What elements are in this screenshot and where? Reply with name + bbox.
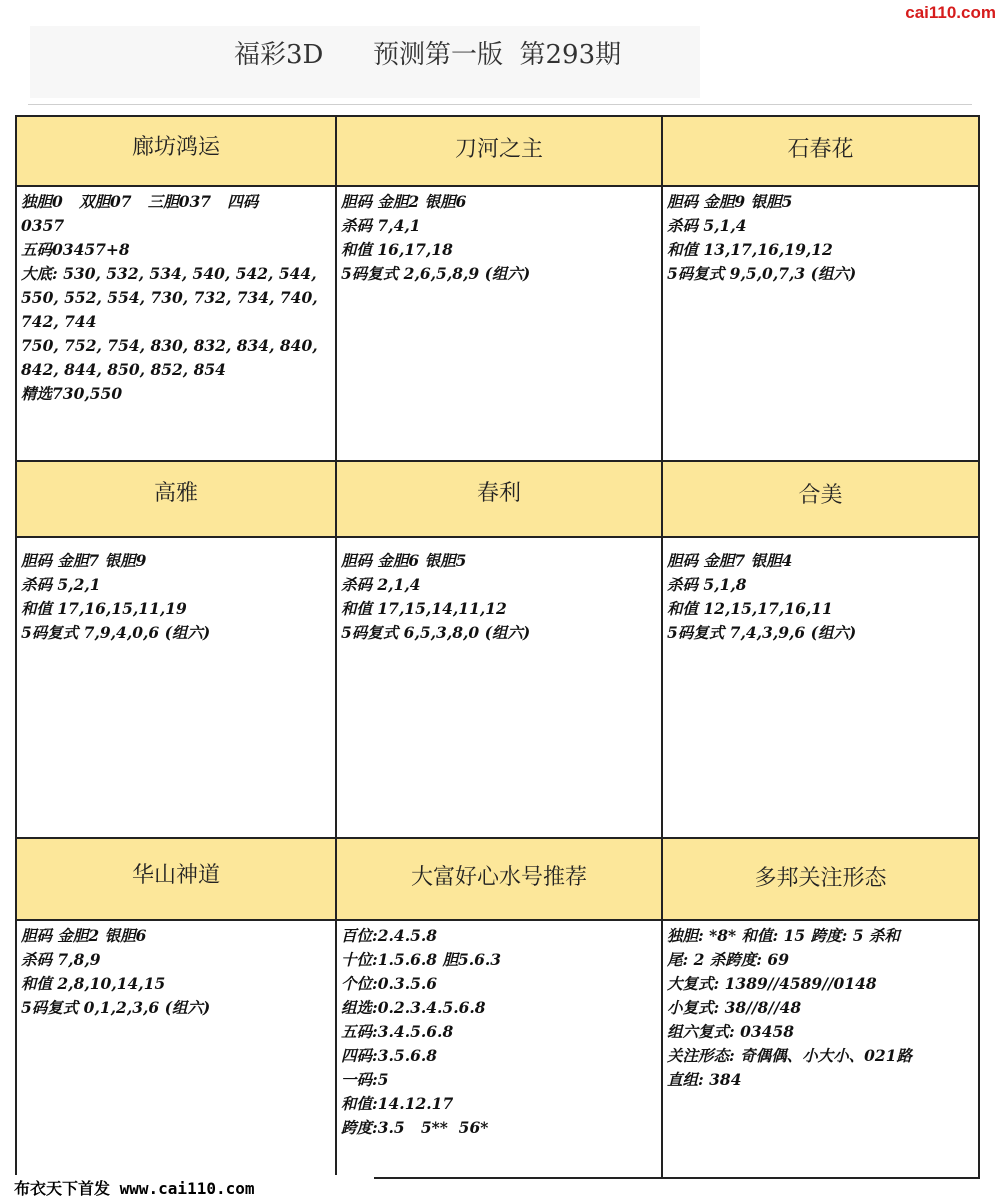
content-line: 组六复式: 03458 [667, 1022, 795, 1041]
content-line: 五码03457+8 [21, 240, 130, 259]
content-line: 胆码 金胆7 银胆4 [667, 551, 793, 570]
content-line: 独胆0 双胆07 三胆037 四码 [21, 192, 259, 211]
divider [28, 104, 972, 105]
content-line: 和值 12,15,17,16,11 [667, 599, 833, 618]
content-line: 5码复式 7,4,3,9,6 (组六) [667, 623, 857, 642]
content-line: 独胆: *8* 和值: 15 跨度: 5 杀和 [667, 926, 900, 945]
cell-header: 高雅 [17, 462, 335, 538]
content-line: 大底: 530, 532, 534, 540, 542, 544, [21, 264, 317, 283]
cell-header: 廊坊鸿运 [17, 117, 335, 187]
content-line: 5码复式 9,5,0,7,3 (组六) [667, 264, 857, 283]
content-line: 和值 13,17,16,19,12 [667, 240, 833, 259]
cell-huashan [17, 839, 335, 1177]
cell-content [337, 921, 661, 1177]
cell-langfang [17, 117, 335, 460]
footer-watermark: 布衣天下首发 www.cai110.com [0, 1175, 374, 1203]
content-line: 胆码 金胆2 银胆6 [21, 926, 147, 945]
cell-header: 石春花 [663, 117, 978, 187]
content-line: 杀码 7,8,9 [21, 950, 101, 969]
cell-daohe [337, 117, 661, 460]
content-line: 和值:14.12.17 [341, 1094, 454, 1113]
content-line: 550, 552, 554, 730, 732, 734, 740, [21, 288, 318, 307]
content-line: 胆码 金胆2 银胆6 [341, 192, 467, 211]
cell-content [17, 546, 335, 837]
content-line: 十位:1.5.6.8 胆5.6.3 [341, 950, 502, 969]
content-line: 5码复式 0,1,2,3,6 (组六) [21, 998, 211, 1017]
content-line: 大复式: 1389//4589//0148 [667, 974, 877, 993]
content-line: 和值 2,8,10,14,15 [21, 974, 166, 993]
grid-divider [335, 117, 337, 1177]
content-line: 个位:0.3.5.6 [341, 974, 438, 993]
cell-content [663, 921, 978, 1177]
content-line: 精选730,550 [21, 384, 123, 403]
cell-content [663, 187, 978, 460]
content-line: 5码复式 7,9,4,0,6 (组六) [21, 623, 211, 642]
content-line: 杀码 5,2,1 [21, 575, 101, 594]
content-line: 0357 [21, 216, 65, 235]
content-line: 跨度:3.5 5** 56* [341, 1118, 489, 1137]
cell-header: 刀河之主 [337, 117, 661, 187]
content-line: 四码:3.5.6.8 [341, 1046, 438, 1065]
cell-header: 大富好心水号推荐 [337, 839, 661, 921]
content-line: 750, 752, 754, 830, 832, 834, 840, [21, 336, 318, 355]
cell-header: 多邦关注形态 [663, 839, 978, 921]
content-line: 直组: 384 [667, 1070, 742, 1089]
cell-content [17, 921, 335, 1177]
cell-header: 春利 [337, 462, 661, 538]
content-line: 杀码 5,1,8 [667, 575, 747, 594]
grid-divider [17, 837, 978, 839]
content-line: 尾: 2 杀跨度: 69 [667, 950, 789, 969]
cell-content [17, 187, 335, 460]
cell-content [663, 546, 978, 837]
grid-divider [661, 117, 663, 1177]
watermark-site-top: cai110.com [760, 0, 1000, 26]
content-line: 组选:0.2.3.4.5.6.8 [341, 998, 486, 1017]
content-line: 百位:2.4.5.8 [341, 926, 438, 945]
cell-hemei [663, 462, 978, 837]
content-line: 胆码 金胆7 银胆9 [21, 551, 147, 570]
content-line: 一码:5 [341, 1070, 389, 1089]
content-line: 胆码 金胆9 银胆5 [667, 192, 793, 211]
cell-shichunhua [663, 117, 978, 460]
cell-header: 合美 [663, 462, 978, 538]
content-line: 和值 17,15,14,11,12 [341, 599, 507, 618]
content-line: 742, 744 [21, 312, 97, 331]
content-line: 5码复式 2,6,5,8,9 (组六) [341, 264, 531, 283]
grid-divider [17, 460, 978, 462]
cell-content [337, 546, 661, 837]
cell-dafu [337, 839, 661, 1177]
content-line: 杀码 5,1,4 [667, 216, 747, 235]
page-title: 福彩3D 预测第一版 第293期 [234, 40, 622, 70]
content-line: 和值 17,16,15,11,19 [21, 599, 187, 618]
cell-gaoya [17, 462, 335, 837]
cell-content [337, 187, 661, 460]
content-line: 5码复式 6,5,3,8,0 (组六) [341, 623, 531, 642]
cell-duobang [663, 839, 978, 1177]
content-line: 842, 844, 850, 852, 854 [21, 360, 226, 379]
content-line: 杀码 7,4,1 [341, 216, 421, 235]
content-line: 杀码 2,1,4 [341, 575, 421, 594]
content-line: 和值 16,17,18 [341, 240, 453, 259]
cell-chunli [337, 462, 661, 837]
content-line: 五码:3.4.5.6.8 [341, 1022, 454, 1041]
content-line: 胆码 金胆6 银胆5 [341, 551, 467, 570]
content-line: 关注形态: 奇偶偶、小大小、021路 [667, 1046, 912, 1065]
prediction-grid [15, 115, 980, 1179]
content-line: 小复式: 38//8//48 [667, 998, 802, 1017]
cell-header: 华山神道 [17, 839, 335, 921]
